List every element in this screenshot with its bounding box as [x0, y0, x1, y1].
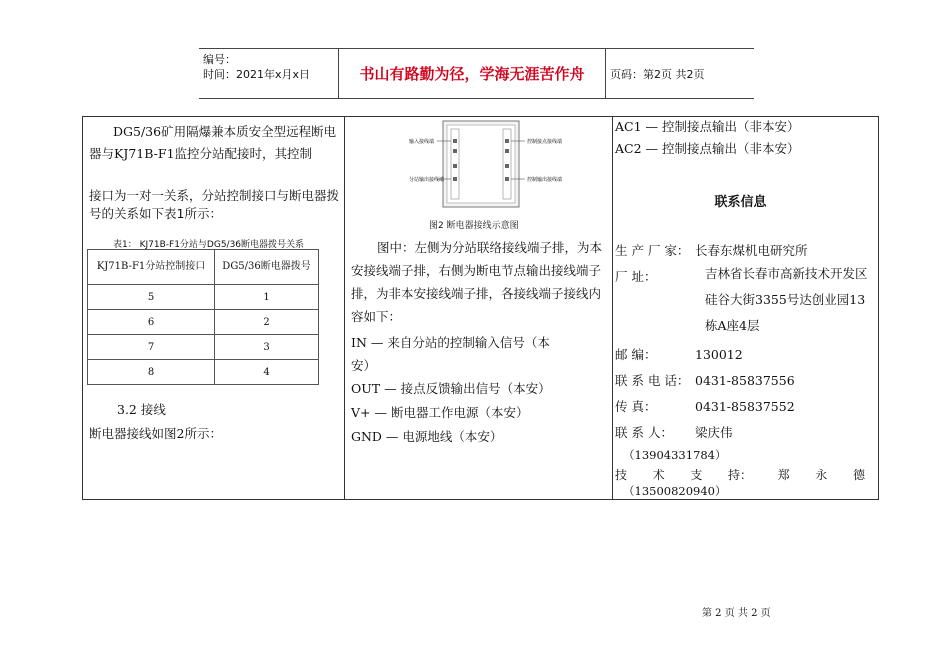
phone-row: [615, 371, 795, 389]
postcode-label: 邮 编：: [615, 347, 657, 362]
table-cell: 6: [88, 310, 215, 335]
table-cell: 4: [215, 360, 319, 385]
content-table: [82, 116, 879, 500]
diagram-label: 输入接线端: [409, 139, 435, 145]
header-meta: [203, 52, 310, 82]
ac2-line: AC2 — 控制接点输出（非本安）: [615, 141, 800, 156]
dial-relation-table: [87, 249, 319, 385]
contact-mobile: （13904331784）: [623, 448, 727, 462]
address-value: 吉林省长春市高新技术开发区硅谷大街3355号达创业园13栋A座4层: [705, 266, 868, 333]
table-row: [88, 310, 319, 335]
table-row: [88, 360, 319, 385]
contact-row: [615, 423, 733, 441]
address-label: 厂 址：: [615, 269, 657, 284]
signal-gnd: GND — 电源地线（本安）: [351, 429, 503, 444]
phone-label: 联 系 电 话：: [615, 373, 690, 388]
number-label: 编号：: [203, 53, 236, 66]
ac1-line: AC1 — 控制接点输出（非本安）: [615, 119, 800, 134]
section-heading: 3.2 接线: [117, 402, 166, 417]
table-cell: 5: [88, 285, 215, 310]
table-cell: 3: [215, 335, 319, 360]
table-cell: 1: [215, 285, 319, 310]
signal-vplus: V+ — 断电器工作电源（本安）: [351, 405, 529, 420]
motto: 书山有路勤为径，学海无涯苦作舟: [338, 49, 606, 98]
page-footer: 第 2 页 共 2 页: [702, 608, 771, 619]
intro-paragraph: DG5/36矿用隔爆兼本质安全型远程断电器与KJ71B-F1监控分站配接时，其控制: [89, 124, 337, 161]
contact-label: 联 系 人：: [615, 425, 673, 440]
signal-in-cont: 安）: [351, 358, 377, 373]
postcode-value: 130012: [695, 347, 743, 362]
postcode-row: [615, 345, 743, 363]
contact-title: 联系信息: [714, 195, 767, 210]
right-column: [613, 117, 878, 499]
table-cell: 7: [88, 335, 215, 360]
diagram-label: 控制接点接线端: [527, 139, 563, 145]
table-header: KJ71B-F1分站控制接口: [88, 250, 215, 285]
manufacturer-value: 长春东煤机电研究所: [695, 243, 808, 258]
diagram-description: 图中：左侧为分站联络接线端子排，为本安接线端子排，右侧为断电节点输出接线端子排，为非本安接线端子排，各接线端子接线内容如下：: [351, 240, 603, 324]
manufacturer-label: 生 产 厂 家：: [615, 243, 690, 258]
tech-support-char: 持：: [727, 468, 752, 482]
intro-continuation: 接口为一对一关系，分站控制接口与断电器拨号的关系如下表1所示：: [89, 188, 340, 221]
tech-support-char: 永: [815, 468, 828, 482]
phone-value: 0431-85837556: [695, 373, 795, 388]
wiring-diagram: [407, 119, 563, 211]
tech-support-row: [615, 466, 865, 483]
page-label: 页码：第2页 共2页: [610, 68, 705, 81]
table-header: DG5/36断电器拨号: [215, 250, 319, 285]
tech-support-char: 术: [652, 468, 665, 482]
table-cell: 8: [88, 360, 215, 385]
table-cell: 2: [215, 310, 319, 335]
tech-mobile: （13500820940）: [623, 484, 727, 498]
fax-label: 传 真：: [615, 399, 657, 414]
tech-support-char: 技: [615, 468, 628, 482]
diagram-label: 控制输出接线端: [527, 177, 563, 183]
signal-in: IN — 来自分站的控制输入信号（本: [351, 335, 550, 350]
tech-support-char: 支: [690, 468, 703, 482]
manufacturer-row: [615, 241, 808, 259]
tech-support-char: 郑: [777, 468, 790, 482]
contact-value: 梁庆伟: [695, 425, 733, 440]
fax-row: [615, 397, 795, 415]
middle-column: [345, 117, 613, 499]
section-text: 断电器接线如图2所示：: [89, 426, 222, 441]
page-header: [199, 48, 754, 99]
table-row: [88, 335, 319, 360]
figure-caption: 图2 断电器接线示意图: [429, 221, 519, 231]
fax-value: 0431-85837552: [695, 399, 795, 414]
tech-support-char: 德: [852, 468, 865, 482]
table-row: [88, 285, 319, 310]
left-column: [83, 117, 345, 499]
time-label: 时间：2021年x月x日: [203, 68, 311, 81]
table-caption: 表1： KJ71B-F1分站与DG5/36断电器拨号关系: [113, 240, 305, 250]
diagram-label: 分站输出接线端: [409, 177, 445, 183]
signal-out: OUT — 接点反馈输出信号（本安）: [351, 381, 551, 396]
